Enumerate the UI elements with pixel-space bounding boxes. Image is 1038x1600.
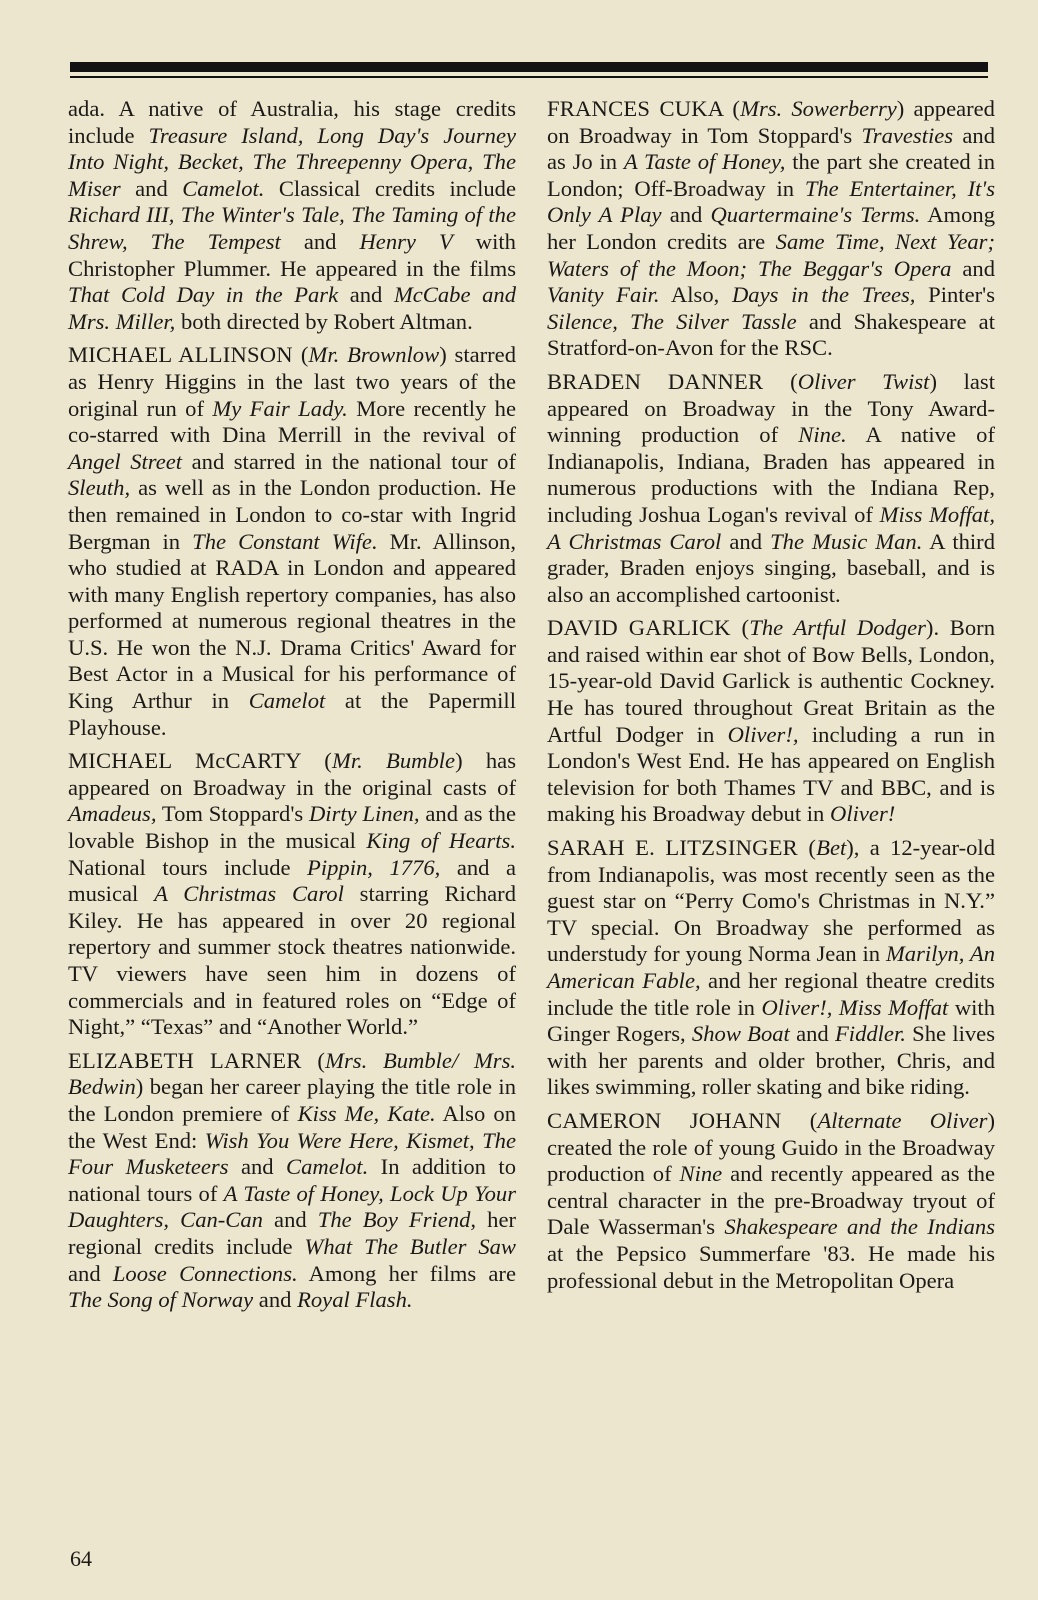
italic-title: Miss Moffat, A Christmas Carol [547,501,995,554]
bio-text: ) last appeared on Broadway in the Tony Award-winning production of [547,368,995,448]
bio-text: Classical credits include [264,175,516,201]
bio-text: and [661,202,711,228]
italic-title: A Taste of Honey, [623,149,786,175]
right-column [547,96,995,1301]
italic-title: Vanity Fair. [547,282,660,308]
italic-title: Treasure Island, Long Day's Journey Into Night, Becket, The Threepenny Opera, The Miser [68,122,516,201]
performer-name: BRADEN DANNER ( [547,368,798,394]
italic-title: Shakespeare and the Indians [724,1214,995,1240]
bio-text: and starred in the national tour of [182,448,516,474]
bio-text: and as the lovable Bishop in the musical [68,801,516,854]
bio-text: with Ginger Rogers, [547,994,996,1047]
italic-title: Kiss Me, Kate. [297,1100,436,1126]
italic-title: Loose Connections. [112,1260,298,1286]
bio-text: her regional credits include [68,1207,517,1259]
performer-name: FRANCES CUKA ( [547,96,741,121]
bio-michael-mccarty [68,748,516,1041]
italic-title: Oliver!, [727,721,799,747]
bio-text: and [253,1287,298,1313]
italic-title: Mr. Bumble [332,748,456,774]
italic-title: Mrs. Sowerberry [740,96,897,121]
italic-title: Amadeus, [68,801,157,827]
bio-text: including a run in London's West End. He has appeared on English television for both Thames TV and BBC, and is making his Broadway debut in [547,721,995,827]
bio-text: at the Papermill Playhouse. [68,688,516,740]
italic-title: Travesties [861,122,954,148]
italic-title: Nine [679,1161,723,1187]
italic-title: Camelot. [182,175,265,201]
italic-title: My Fair Lady. [212,395,348,421]
bio-text: the part she created in London; Off-Broadway in [547,149,995,201]
italic-title: McCabe and Mrs. Miller, [68,282,516,334]
bio-text: and as Jo in [547,122,995,175]
bio-braden-danner [547,369,995,608]
italic-title: Wish You Were Here, Kismet, The Four Musketeers [68,1127,516,1180]
header-rule-thick [70,62,988,72]
bio-text: More recently he co-starred with Dina Merrill in the revival of [68,395,517,448]
performer-name: DAVID GARLICK ( [547,615,750,641]
bio-frances-cuka [547,96,995,362]
performer-name: SARAH E. LITZSINGER ( [547,835,817,861]
bio-text: ). Born and raised within ear shot of Bow Bells, London, 15-year-old David Garlick is authentic Cockney. He has toured throughout Great Britain as the Artful Dodger in [547,615,995,747]
bio-text: Mr. Allinson, who studied at RADA in London and appeared with many English repertory companies, has also performed at numerous regional theatres in the U.S. He won the N.J. Drama Critics' Award for Best Actor in a Musical for his performance of King Arthur in [68,528,516,714]
italic-title: Marilyn, An American Fable, [547,941,995,993]
italic-title: The Boy Friend, [317,1207,477,1233]
italic-title: The Song of Norway [68,1287,254,1313]
italic-title: Oliver Twist [797,368,930,394]
italic-title: Oliver! [830,801,896,827]
italic-title: A Christmas Carol [154,881,344,907]
italic-title: Mr. Brownlow [308,342,440,368]
bio-text: Also on the West End: [68,1100,516,1153]
italic-title: Angel Street [68,448,183,474]
bio-text: both directed by Robert Altman. [175,308,473,334]
italic-title: Alternate Oliver [817,1107,988,1133]
italic-title: Fiddler. [834,1021,906,1047]
bio-text: and recently appeared as the central character in the pre-Broadway tryout of Dale Wasserman's [547,1161,995,1240]
bio-text: ) starred as Henry Higgins in the last two years of the original run of [68,342,516,421]
italic-title: Richard III, The Winter's Tale, The Taming of the Shrew, The Tempest [68,202,516,254]
bio-text: She lives with her parents and older brother, Chris, and likes swimming, roller skating and bike riding. [547,1021,995,1100]
performer-name: MICHAEL ALLINSON ( [68,342,309,368]
bio-text: Also, [659,282,732,308]
performer-name: ELIZABETH LARNER ( [68,1047,326,1073]
performer-name: CAMERON JOHANN ( [547,1107,818,1133]
bio-text: and [951,255,995,281]
bio-text: A native of Indianapolis, Indiana, Braden has appeared in numerous productions with the Indiana Rep, including Joshua Logan's revival of [547,422,995,527]
header-rule-thin [70,76,988,78]
bio-text: In addition to national tours of [68,1154,516,1206]
italic-title: Camelot. [286,1154,369,1180]
italic-title: That Cold Day in the Park [68,282,339,308]
italic-title: Days in the Trees, [731,282,916,308]
bio-text: ada. A native of Australia, his stage credits include [68,96,516,148]
bio-text: ) created the role of young Guido in the Broadway production of [547,1107,995,1187]
bio-text: ), a 12-year-old from Indianapolis, was most recently seen as the guest star on “Perry Como's Christmas in N.Y.” TV special. On Broadway she performed as understudy for young Norma Jean in [547,835,995,967]
bio-text: and [68,1260,113,1286]
italic-title: Henry V [359,228,453,254]
italic-title: Sleuth, [68,475,131,501]
bio-text: and [262,1207,318,1233]
performer-name: MICHAEL McCARTY ( [68,748,333,774]
italic-title: What The Butler Saw [304,1233,516,1259]
bio-michael-allinson [68,342,516,741]
italic-title: Quartermaine's Terms. [710,202,921,228]
bio-text: and her regional theatre credits include the title role in [547,968,995,1020]
italic-title: Same Time, Next Year; Waters of the Moon; The Beggar's Opera [547,228,995,281]
bio-text: and [228,1154,287,1180]
bio-text: and [120,175,183,201]
bio-text: Among her London credits are [547,202,996,254]
bio-cameron-johann [547,1108,995,1294]
bio-text: A third grader, Braden enjoys singing, baseball, and is also an accomplished cartoonist. [547,528,995,607]
bio-text: and [280,228,360,254]
bio-text: National tours include [68,854,308,880]
left-column [68,96,516,1321]
italic-title: Nine. [798,422,847,448]
bio-text: Pinter's [915,282,995,308]
bio-david-garlick [547,615,995,828]
bio-text: and a musical [68,854,516,907]
bio-text: ) appeared on Broadway in Tom Stoppard's [547,96,995,148]
page-number: 64 [70,1546,92,1571]
italic-title: A Taste of Honey, Lock Up Your Daughters, Can-Can [68,1180,517,1233]
italic-title: The Music Man. [770,528,923,554]
italic-title: The Artful Dodger [749,615,926,641]
bio-elizabeth-larner [68,1048,516,1314]
italic-title: Bet [816,835,847,861]
italic-title: King of Hearts. [366,828,516,854]
bio-text: and [721,528,771,554]
bio-continued [68,96,516,335]
bio-text: and [338,282,394,308]
bio-text: ) has appeared on Broadway in the original casts of [68,748,516,800]
italic-title: Show Boat [691,1021,790,1047]
bio-text: Tom Stoppard's [156,801,309,827]
bio-text: as well as in the London production. He then remained in London to co-star with Ingrid Bergman in [68,475,516,554]
bio-text: and [789,1021,835,1047]
bio-text: and Shakespeare at Stratford-on-Avon for the RSC. [547,308,995,361]
italic-title: Pippin, 1776, [307,854,441,880]
bio-text: starring Richard Kiley. He has appeared in over 20 regional repertory and summer stock theatres nationwide. TV viewers have seen him in dozens of commercials and in featured roles on “Edge of Night,” “Texas” and “Another World.” [68,881,516,1040]
italic-title: Camelot [248,688,326,714]
bio-text: with Christopher Plummer. He appeared in the films [68,228,516,281]
italic-title: The Entertainer, It's Only A Play [547,175,995,228]
bio-text: at the Pepsico Summerfare '83. He made his professional debut in the Metropolitan Opera [547,1240,995,1293]
bio-text: Among her films are [297,1260,516,1286]
italic-title: Mrs. Bumble/ Mrs. Bedwin [68,1047,517,1100]
bio-sarah-litzsinger [547,835,995,1101]
italic-title: The Constant Wife. [192,528,378,554]
italic-title: Silence, The Silver Tassle [547,308,797,334]
italic-title: Dirty Linen, [308,801,420,827]
italic-title: Royal Flash. [297,1287,413,1313]
bio-text: ) began her career playing the title role in the London premiere of [68,1074,516,1126]
italic-title: Oliver!, Miss Moffat [761,994,949,1020]
